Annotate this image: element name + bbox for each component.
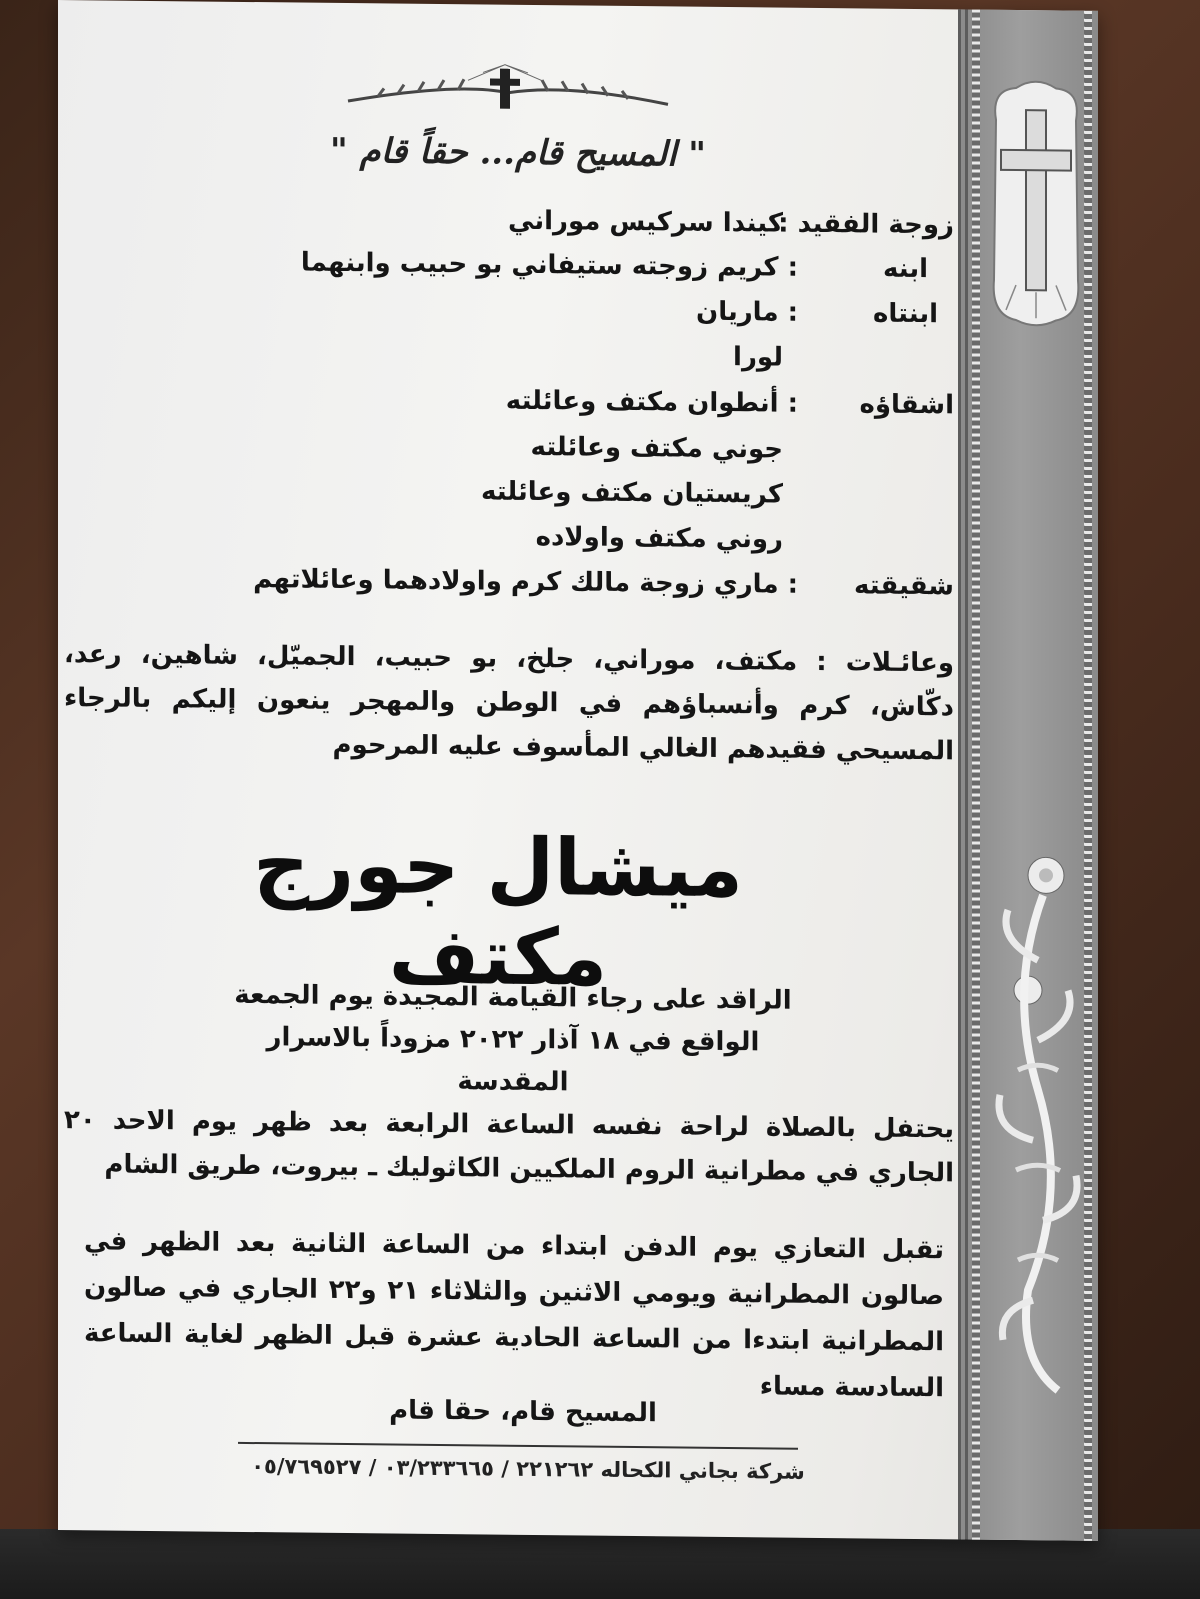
family-value: : ماريان xyxy=(696,296,798,328)
family-value: لورا xyxy=(733,342,783,373)
condolence-paragraph: تقبل التعازي يوم الدفن ابتداء من الساعة الثانية بعد الظهر في صالون المطرانية ويومي الاثنين والثلاثاء ٢١ و٢٢ الجاري في صالون المطرانية ابتدءا من الساعة الحادية عشرة قبل الظهر لغاية الساعة السادسة مساء xyxy=(84,1226,944,1404)
family-value: كيندا سركيس موراني xyxy=(508,205,783,239)
family-value: روني مكتف واولاده xyxy=(535,522,783,555)
family-label: ابنه xyxy=(882,253,928,285)
decorative-sidebar xyxy=(958,9,1098,1540)
death-line-1: الراقد على رجاء القيامة المجيدة يوم الجمعة xyxy=(234,979,792,1016)
wife-row xyxy=(58,196,958,241)
family-value: : أنطوان مكتف وعائلته xyxy=(505,385,798,419)
footer-divider xyxy=(238,1442,798,1450)
death-line-2: الواقع في ١٨ آذار ٢٠٢٢ مزوداً بالاسرار المقدسة xyxy=(266,1022,760,1098)
family-value: : ماري زوجة مالك كرم واولادهما وعائلاتهم xyxy=(253,564,798,600)
lily-ornament-icon xyxy=(988,840,1088,1401)
olive-branch-cross-ornament-icon xyxy=(338,61,678,125)
motto-top: " المسيح قام... حقاً قام " xyxy=(329,130,707,175)
daughters-row-2 xyxy=(58,330,958,373)
brothers-row xyxy=(58,376,958,421)
prayer-paragraph: يحتفل بالصلاة لراحة نفسه الساعة الرابعة بعد ظهر يوم الاحد ٢٠ الجاري في مطرانية الروم الملكيين الكاثوليك ـ بيروت، طريق الشام xyxy=(64,1105,954,1189)
brothers-row-4 xyxy=(58,512,958,555)
cross-icon xyxy=(986,80,1086,331)
family-label: زوجة الفقيد : xyxy=(778,208,954,241)
brothers-row-3 xyxy=(58,467,958,510)
brothers-row-2 xyxy=(58,422,958,465)
daughters-row xyxy=(58,285,958,330)
sister-row xyxy=(58,557,958,602)
families-paragraph: وعائـلات : مكتف، موراني، جلخ، بو حبيب، الجميّل، شاهين، رعد، دكّاش، كرم وأنسباؤهم في الوطن والمهجر ينعون إليكم بالرجاء المسيحي فقيدهم الغالي المأسوف عليه المرحوم xyxy=(64,639,954,767)
motto-bottom: المسيح قام، حقا قام xyxy=(389,1395,657,1429)
deceased-name: ميشال جورج مكتف xyxy=(253,820,743,1004)
funeral-home-footer: شركة بجاني الكحاله ٢٢١٢٦٢ / ٠٣/٢٣٣٦٦٥ / ٠٥/٧٦٩٥٢٧ xyxy=(251,1454,805,1484)
family-value: : كريم زوجته ستيفاني بو حبيب وابنهما xyxy=(300,247,798,283)
family-value: كريستيان مكتف وعائلته xyxy=(480,476,783,510)
family-label: اشقاؤه xyxy=(859,389,954,421)
notice-content xyxy=(58,0,958,1539)
obituary-notice xyxy=(58,0,1098,1541)
family-value: جوني مكتف وعائلته xyxy=(530,431,783,465)
family-label: شقيقته xyxy=(854,570,954,602)
family-label: ابنتاه xyxy=(872,298,938,330)
